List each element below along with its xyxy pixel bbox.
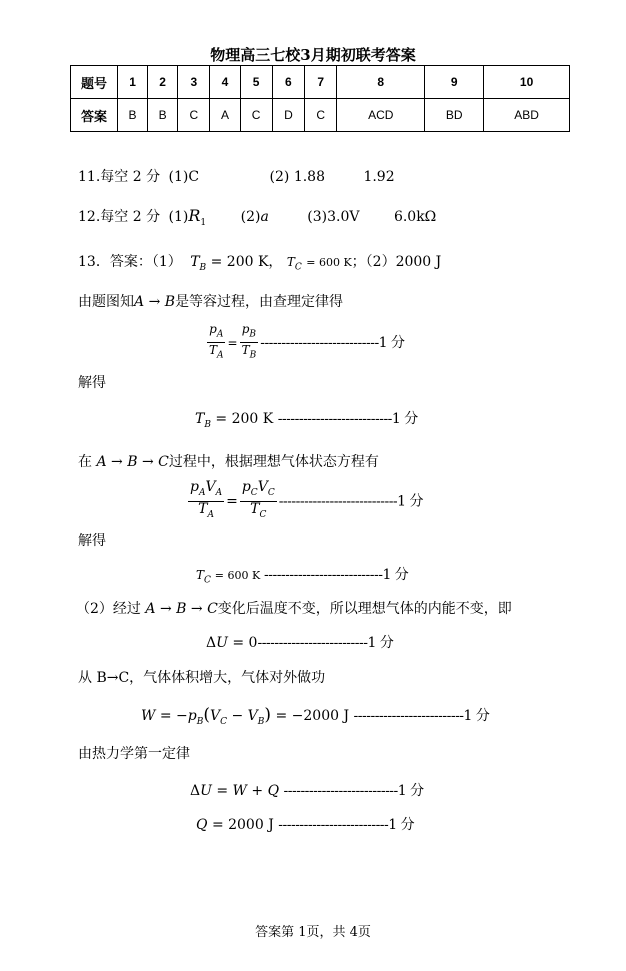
header-label-cell: 题号 — [71, 66, 118, 99]
q11-line — [78, 166, 395, 186]
number-cell: 1 — [118, 66, 148, 99]
equation-q-result: Q = 2000 J --------------------------1 分 — [196, 817, 415, 833]
q13-part2-prefix: （2）经过 — [76, 601, 141, 617]
answer-cell: BD — [425, 99, 484, 132]
q13-separator: ， — [268, 254, 283, 270]
equation-ideal-gas: $\frac{p_AV_A}{T_A}$ = $\frac{p_CV_C}{T_C}$ ----------------------------1 分 — [190, 479, 424, 520]
answer-cell: D — [272, 99, 304, 132]
equation-5-value: = 0 — [232, 635, 258, 651]
number-cell: 4 — [210, 66, 240, 99]
number-cell: 9 — [425, 66, 484, 99]
q13-tc-value: = 600 K — [306, 256, 352, 269]
q12-answer-3: (3)3.0V — [307, 209, 360, 225]
number-cell: 3 — [178, 66, 210, 99]
q12-line — [78, 206, 436, 228]
equation-6-value: = −2000 J — [275, 708, 350, 724]
equation-1-score: ----------------------------1 分 — [260, 334, 405, 351]
answer-table — [70, 65, 570, 132]
equation-4-score: ----------------------------1 分 — [264, 567, 409, 583]
number-cell: 5 — [240, 66, 272, 99]
q12-resistor-subscript: 1 — [200, 217, 207, 228]
q13-answer-line: 13．答案：（1） $T_B = 200$ K， $T_C = 600$ K；（2）2000 J — [78, 254, 442, 273]
answer-cell: C — [240, 99, 272, 132]
q13-first-law-line: 由热力学第一定律 — [78, 746, 190, 762]
number-cell: 2 — [148, 66, 178, 99]
q11-answer-1: (1)C — [168, 169, 200, 185]
answer-cell: C — [305, 99, 337, 132]
equation-2-score: ---------------------------1 分 — [277, 411, 418, 427]
answer-cell: ACD — [337, 99, 425, 132]
answer-cell: B — [118, 99, 148, 132]
page-title: 物理高三七校3月期初联考答案 — [210, 46, 416, 64]
equation-7-score: ---------------------------1 分 — [283, 783, 424, 799]
q13-solve-1: 解得 — [78, 375, 106, 391]
q12-answer-1-label: (1) — [168, 209, 189, 225]
q13-abc-suffix: 过程中，根据理想气体状态方程有 — [168, 454, 379, 470]
answer-label-cell: 答案 — [71, 99, 118, 132]
equation-delta-u-zero: ΔU = 0--------------------------1 分 — [206, 635, 394, 651]
answer-cell: C — [178, 99, 210, 132]
q12-answer-2: a — [260, 209, 269, 225]
q13-isochoric-line: 由题图知A → B是等容过程，由查理定律得 — [78, 294, 344, 310]
q13-bc-line: 从 B→C，气体体积增大，气体对外做功 — [78, 670, 326, 686]
q13-isochoric-prefix: 由题图知 — [78, 294, 134, 310]
q13-isochoric-suffix: 是等容过程，由查理定律得 — [175, 294, 344, 310]
table-row-answers — [71, 99, 570, 132]
equation-5-score: --------------------------1 分 — [257, 635, 394, 651]
answer-cell: B — [148, 99, 178, 132]
equation-first-law: ΔU = W + Q ---------------------------1 分 — [190, 783, 424, 799]
equation-6-score: --------------------------1 分 — [353, 708, 490, 724]
q12-answer-4: 6.0kΩ — [393, 209, 437, 225]
q13-part2-line: （2）经过 A → B → C变化后温度不变，所以理想气体的内能不变，即 — [76, 601, 512, 617]
page-footer: 答案第 1页，共 4页 — [255, 925, 371, 940]
number-cell: 6 — [272, 66, 304, 99]
q11-answer-3: 1.92 — [363, 169, 395, 185]
answer-cell: ABD — [484, 99, 570, 132]
equation-8-score: --------------------------1 分 — [278, 817, 415, 833]
q12-answer-2-label: (2) — [240, 209, 261, 225]
q12-resistor-symbol: R — [188, 206, 201, 225]
equation-charles-law: $\frac{p_A}{T_A}$ = $\frac{p_B}{T_B}$ ----------------------------1 分 — [209, 322, 405, 361]
q13-solve-2: 解得 — [78, 533, 106, 549]
equation-8-value: = 2000 J — [211, 817, 274, 833]
q13-abc-prefix: 在 — [78, 454, 92, 470]
equation-3-score: ----------------------------1 分 — [278, 493, 424, 510]
q13-abc-line: 在 A → B → C过程中，根据理想气体状态方程有 — [78, 454, 379, 470]
equation-2-value: = 200 K — [215, 411, 274, 427]
equation-tb-result: $T_B = 200$ K ---------------------------1 分 — [195, 411, 418, 430]
number-cell: 7 — [305, 66, 337, 99]
q13-head: 13．答案：（1） — [78, 254, 182, 270]
number-cell: 8 — [337, 66, 425, 99]
equation-4-value: = 600 K — [214, 569, 261, 582]
equation-work: $W = -p_B(V_C - V_B) = -2000$ J --------------------------1 分 — [141, 705, 490, 727]
q13-part2-suffix: 变化后温度不变，所以理想气体的内能不变，即 — [217, 601, 512, 617]
q13-tb-value: = 200 K — [210, 254, 269, 270]
number-cell: 10 — [484, 66, 570, 99]
q13-part2: ；（2）2000 J — [351, 254, 442, 270]
answer-cell: A — [210, 99, 240, 132]
q11-prefix: 11.每空 2 分 — [78, 169, 161, 185]
equation-tc-result: $T_C = 600$ K ----------------------------1 分 — [196, 567, 409, 586]
q11-answer-2: (2) 1.88 — [269, 169, 325, 185]
table-row-numbers — [71, 66, 570, 99]
q12-prefix: 12.每空 2 分 — [78, 209, 161, 225]
